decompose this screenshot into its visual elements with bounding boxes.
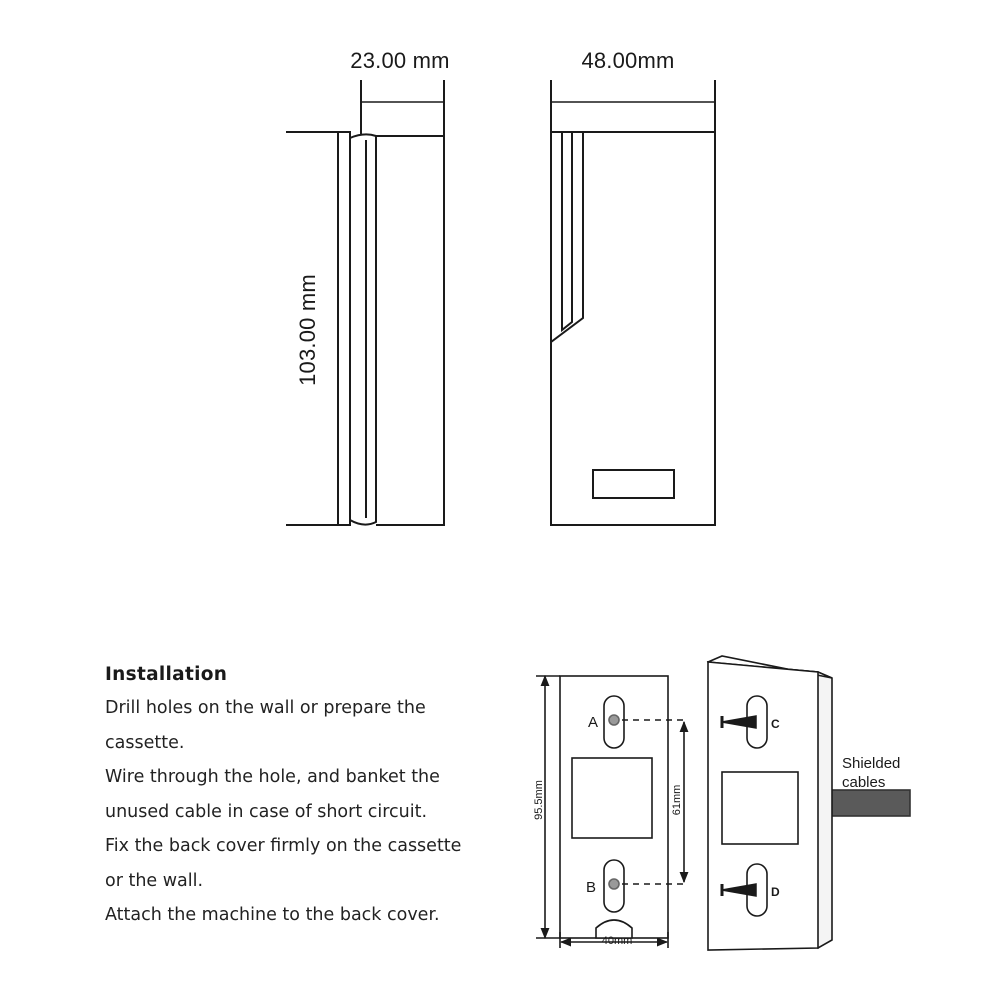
- body-outline: [376, 136, 444, 525]
- wall-panel: [708, 656, 910, 950]
- height-label: 103.00 mm: [295, 274, 320, 386]
- installation-line: unused cable in case of short circuit.: [105, 801, 428, 822]
- cable-label-line2: cables: [842, 774, 886, 791]
- installation-line: Drill holes on the wall or prepare the: [105, 698, 426, 718]
- front-lip-outline: [350, 134, 376, 524]
- hole-spacing-label: 61mm: [671, 784, 683, 816]
- cable-label-line1: Shielded: [842, 755, 901, 772]
- installation-line: cassette.: [105, 732, 185, 753]
- plate-height-label: 95.5mm: [533, 780, 545, 820]
- width-label: 48.00mm: [581, 48, 675, 73]
- hole-a-dot: [609, 715, 619, 725]
- shielded-cable: [830, 790, 910, 816]
- hole-a-label: A: [588, 714, 599, 731]
- front-view: [551, 80, 715, 525]
- plate-width-label: 40mm: [601, 935, 633, 947]
- installation-line: Fix the back cover firmly on the cassette: [105, 836, 462, 856]
- installation-section: [105, 664, 525, 933]
- mounting-plate: [536, 676, 686, 948]
- front-body-outline: [551, 132, 715, 525]
- wall-center-square: [722, 772, 798, 844]
- front-bevel-inner: [562, 132, 572, 330]
- installation-title: Installation: [105, 664, 228, 685]
- installation-line: Attach the machine to the back cover.: [105, 905, 440, 925]
- screw-d-label: D: [771, 885, 780, 899]
- plate-center-square: [572, 758, 652, 838]
- hole-b-dot: [609, 879, 619, 889]
- indicator-window: [593, 470, 674, 498]
- front-bevel-outer: [551, 132, 583, 342]
- installation-line: Wire through the hole, and banket the: [105, 767, 440, 787]
- back-plate-outline: [338, 132, 350, 525]
- hole-b-label: B: [586, 879, 597, 896]
- installation-line: or the wall.: [105, 870, 204, 891]
- screw-c-label: C: [771, 717, 780, 731]
- depth-label: 23.00 mm: [350, 48, 450, 73]
